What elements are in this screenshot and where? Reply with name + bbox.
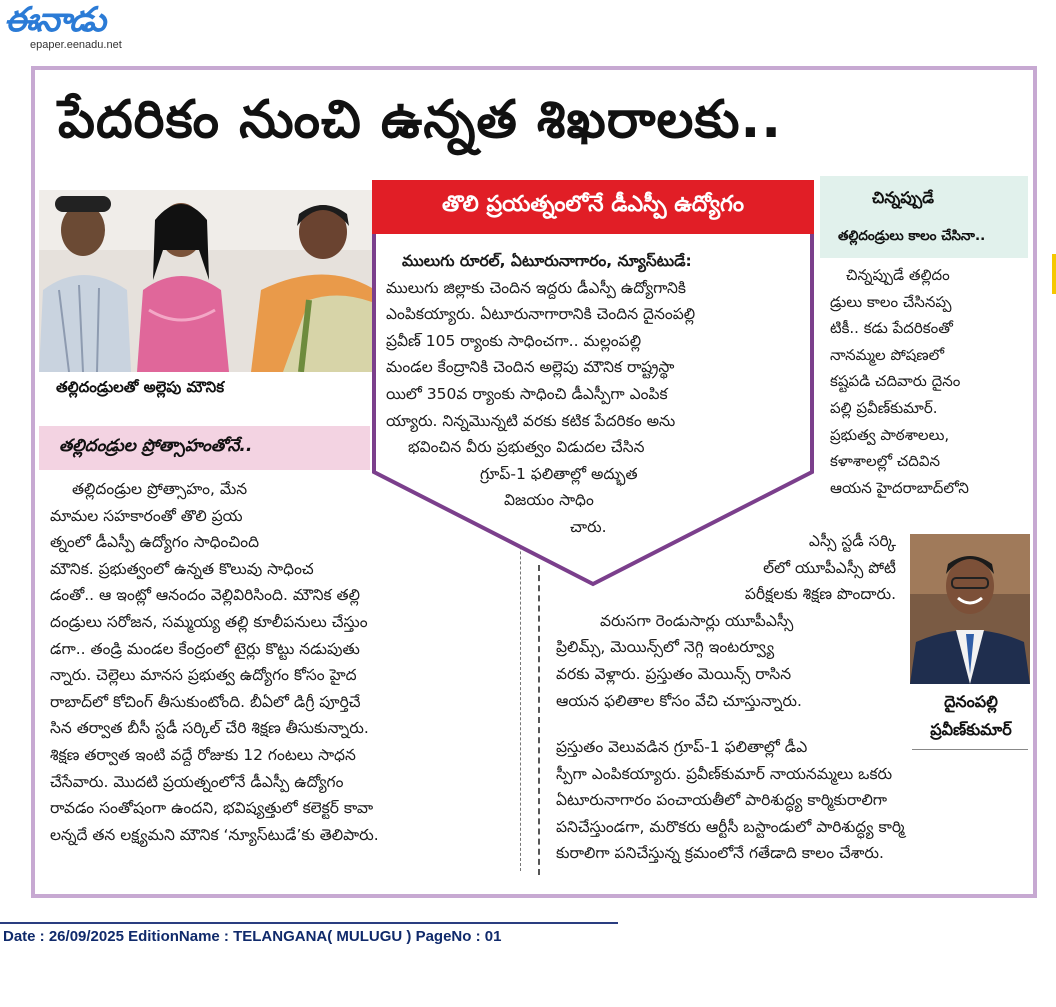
right-subhead-line2: తల్లిదండ్రులు కాలం చేసినా..	[838, 228, 986, 244]
center-banner	[372, 180, 814, 234]
right-line: చిన్నప్పుడే తల్లిదం	[846, 266, 950, 284]
right-bottom-line: ప్రస్తుతం వెలువడిన గ్రూప్-1 ఫలితాల్లో డీఎ	[556, 738, 808, 756]
center-banner-text: తొలి ప్రయత్నంలోనే డీఎస్పీ ఉద్యోగం	[441, 192, 745, 217]
body-line: డగా.. తండ్రి మండల కేంద్రంలో టైర్లు కొట్టు నడుపుతు	[50, 639, 360, 658]
right-subhead-box	[820, 176, 1028, 258]
body-line: న్నారు. చెల్లెలు మానస ప్రభుత్వ ఉద్యోగం కోసం హైద	[50, 666, 357, 685]
body-line: తల్లిదండ్రుల ప్రోత్సాహం, మేన	[72, 480, 248, 498]
left-subhead-box	[39, 426, 370, 470]
body-line: త్నంలో డీఎస్పీ ఉద్యోగం సాధించింది	[50, 533, 260, 552]
center-line: మండల కేంద్రానికి చెందిన అల్లెపు మౌనిక రాష్ట్రస్థా	[386, 358, 675, 377]
right-bottom-line: కురాలిగా పనిచేస్తున్న క్రమంలోనే గతేడాది కాలం చేశారు.	[556, 844, 884, 863]
right-line: ఆయన హైదరాబాద్‌లోని	[830, 478, 969, 497]
right-mid-line: ల్‌లో యూపీఎస్సీ పోటీ	[763, 558, 896, 577]
right-column-top	[830, 262, 1026, 501]
family-photo-illustration	[39, 190, 372, 372]
right-bottom-line: పనిచేస్తుండగా, మరొకరు ఆర్టీసీ బస్టాండులో పారిశుద్ధ్య కార్మి	[556, 817, 905, 836]
family-photo	[39, 190, 372, 372]
body-line: సిన తర్వాత బీసీ స్టడీ సర్కిల్ చేరి శిక్షణ తీసుకున్నారు.	[50, 719, 369, 738]
left-subhead: తల్లిదండ్రుల ప్రోత్సాహంతోనే..	[59, 436, 253, 456]
right-mid-line: వరుసగా రెండుసార్లు యూపీఎస్సీ	[600, 611, 794, 630]
body-line: దండ్రులు సరోజన, సమ్మయ్య తల్లి కూలీపనులు చేస్తుం	[50, 612, 368, 631]
center-line: భవించిన వీరు ప్రభుత్వం విడుదల చేసిన	[408, 438, 645, 457]
right-line: పల్లి ప్రవీణ్‌కుమార్.	[830, 398, 938, 417]
page-edge-marker	[1052, 254, 1056, 294]
praveen-photo	[910, 534, 1030, 684]
right-bottom-line: స్పీగా ఎంపికయ్యారు. ప్రవీణ్‌కుమార్ నాయనమ్మలు ఒకరు	[556, 764, 893, 783]
right-column-mid	[556, 528, 896, 714]
center-line: ప్రవీణ్ 105 ర్యాంకు సాధించగా.. మల్లంపల్లి	[386, 331, 642, 350]
praveen-caption-line2: ప్రవీణ్‌కుమార్	[930, 720, 1012, 739]
body-line: రావడం సంతోషంగా ఉందని, భవిష్యత్తులో కలెక్టర్ కావా	[50, 799, 374, 818]
body-line: మామల సహకారంతో తొలి ప్రయ	[50, 506, 243, 525]
center-line: ములుగు జిల్లాకు చెందిన ఇద్దరు డీఎస్పీ ఉద్యోగానికి	[386, 278, 686, 297]
body-line: మౌనిక. ప్రభుత్వంలో ఉన్నత కొలువు సాధించ	[50, 559, 314, 578]
right-subhead-line1: చిన్నప్పుడే	[872, 188, 935, 207]
center-dateline: ములుగు రూరల్, ఏటూరునాగారం, న్యూస్‌టుడే:	[402, 252, 692, 270]
right-mid-line: వరకు వెళ్లారు. ప్రస్తుతం మెయిన్స్ రాసిన	[556, 664, 792, 683]
right-line: కళాశాలల్లో చదివిన	[830, 452, 941, 471]
right-line: ప్రభుత్వ పాఠశాలలు,	[830, 425, 950, 444]
center-line: విజయం సాధిం	[504, 491, 594, 510]
praveen-photo-illustration	[910, 534, 1030, 684]
body-line: డంతో.. ఆ ఇంట్లో ఆనందం వెల్లివిరిసింది. మౌనిక తల్లి	[50, 586, 360, 605]
body-line: శిక్షణ తర్వాత ఇంటి వద్దే రోజుకు 12 గంటలు సాధన	[50, 745, 356, 764]
center-line: ఎంపికయ్యారు. ఏటూరునాగారానికి చెందిన దైనంపల్లి	[386, 305, 696, 324]
right-mid-line: ఎస్సీ స్టడీ సర్కి	[808, 532, 896, 550]
right-bottom-line: ఏటూరునాగారం పంచాయతీలో పారిశుద్ధ్య కార్మికురాలిగా	[556, 791, 888, 810]
center-line: గ్రూప్-1 ఫలితాల్లో అద్భుత	[480, 464, 638, 483]
right-mid-line: ఆయన ఫలితాల కోసం వేచి చూస్తున్నారు.	[556, 691, 802, 710]
right-line: కష్టపడి చదివారు దైనం	[830, 372, 961, 391]
article-headline: పేదరికం నుంచి ఉన్నత శిఖరాలకు..	[58, 90, 783, 150]
right-mid-line: ప్రిలిమ్స్, మెయిన్స్‌లో నెగ్గి ఇంటర్వ్యూ	[556, 638, 775, 657]
eenadu-logo[interactable]	[4, 2, 144, 52]
right-mid-line: పరీక్షలకు శిక్షణ పొందారు.	[744, 585, 896, 604]
center-line: చారు.	[570, 517, 607, 536]
right-column-bottom	[556, 734, 1026, 867]
footer-rule	[0, 922, 618, 924]
edition-footer: Date : 26/09/2025 EditionName : TELANGANA( MULUGU ) PageNo : 01	[3, 928, 502, 945]
praveen-caption-line1: దైనంపల్లి	[944, 692, 998, 711]
logo-url: epaper.eenadu.net	[30, 39, 122, 51]
right-line: డ్రులు కాలం చేసినప్ప	[830, 292, 952, 311]
right-line: నానమ్మల పోషణలో	[830, 345, 945, 364]
center-line: యిలో 350వ ర్యాంకు సాధించి డీఎస్పీగా ఎంపిక	[386, 384, 668, 403]
body-line: చేసేవారు. మొదటి ప్రయత్నంలోనే డీఎస్పీ ఉద్యోగం	[50, 772, 344, 791]
logo-mark: ఈనాడు	[4, 0, 105, 40]
right-line: టికీ.. కడు పేదరికంతో	[830, 319, 953, 338]
body-line: రాబాద్‌లో కోచింగ్ తీసుకుంటోంది. బీఏలో డిగ్రీ పూర్తిచే	[50, 692, 361, 711]
center-story	[386, 248, 796, 541]
column-divider-center	[538, 565, 540, 875]
body-line: లన్నదే తన లక్ష్యమని మౌనిక ‘న్యూస్‌టుడే’కు తెలిపారు.	[50, 825, 379, 844]
family-photo-caption: తల్లిదండ్రులతో అల్లెపు మౌనిక	[56, 378, 225, 396]
center-line: య్యారు. నిన్నమొన్నటి వరకు కటిక పేదరికం అను	[386, 411, 676, 430]
